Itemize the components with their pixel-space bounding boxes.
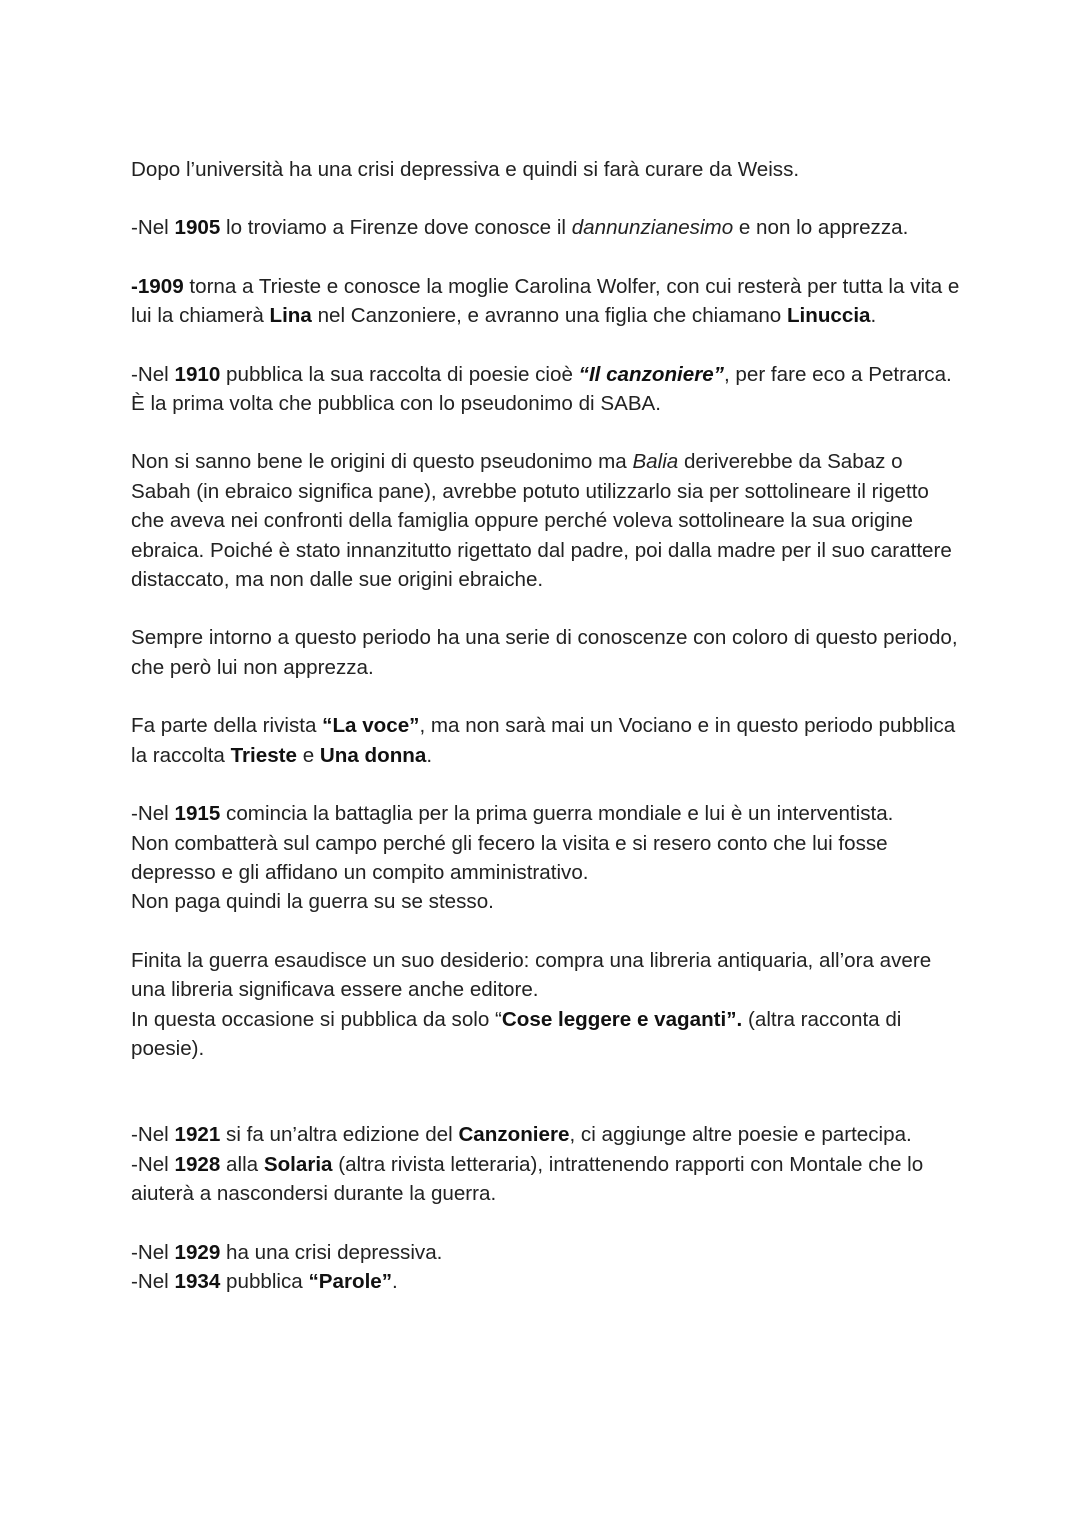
work-parole: “Parole”: [308, 1269, 393, 1293]
text-p11-e: .: [392, 1269, 398, 1293]
paragraph-university-crisis: [131, 155, 961, 184]
text-p1: Dopo l’università ha una crisi depressiva e quindi si farà curare da Weiss.: [131, 158, 800, 181]
paragraph-1909: [131, 272, 961, 331]
text-p8-a: -Nel: [131, 802, 175, 826]
year-1934: 1934: [174, 1269, 221, 1293]
work-trieste: Trieste: [230, 743, 297, 767]
text-p10-b: si fa un’altra edizione del: [220, 1123, 459, 1147]
work-cose-leggere-e-vaganti: Cose leggere e vaganti”.: [501, 1007, 743, 1031]
text-p11-a: -Nel: [131, 1240, 175, 1264]
name-lina: Lina: [269, 304, 312, 328]
text-p4-c: , per fare eco a Petrarca. È la prima volta che pubblica con lo pseudonimo di SABA.: [131, 362, 952, 416]
text-p9-b: (altra racconta di poesie).: [131, 1007, 902, 1060]
magazine-solaria: Solaria: [263, 1152, 333, 1176]
paragraph-1929-1934: [131, 1238, 961, 1297]
text-p11-b: ha una crisi depressiva.: [220, 1240, 443, 1264]
text-p2-c: e non lo apprezza.: [733, 216, 909, 240]
work-una-donna: Una donna: [319, 743, 427, 767]
magazine-la-voce: “La voce”: [322, 714, 420, 738]
year-1928: 1928: [174, 1152, 221, 1176]
paragraph-1915: [131, 799, 961, 917]
name-linuccia: Linuccia: [786, 304, 871, 328]
year-1905: 1905: [174, 216, 221, 240]
text-p8-line3: Non paga quindi la guerra su se stesso.: [131, 890, 494, 914]
text-p10-d: -Nel: [131, 1152, 175, 1176]
text-p3-a: torna a Trieste e conosce la moglie Carolina Wolfer, con cui resterà per tutta la vita e lui la chiamerà: [131, 274, 960, 328]
text-p6: Sempre intorno a questo periodo ha una serie di conoscenze con coloro di questo periodo, che però lui non apprezza.: [131, 626, 958, 679]
text-p4-b: pubblica la sua raccolta di poesie cioè: [220, 362, 579, 386]
text-p10-f: (altra rivista letteraria), intrattenendo rapporti con Montale che lo aiuterà a nascondersi durante la guerra.: [131, 1152, 924, 1206]
paragraph-1910: [131, 360, 961, 419]
text-p7-d: .: [426, 743, 433, 767]
paragraph-bookshop: [131, 946, 961, 1064]
work-canzoniere: Canzoniere: [458, 1123, 570, 1147]
paragraph-1921-1928: [131, 1120, 961, 1208]
title-il-canzoniere: “Il canzoniere”: [578, 362, 724, 386]
text-p5-a: Non si sanno bene le origini di questo pseudonimo ma: [131, 450, 633, 474]
year-1915: 1915: [174, 802, 221, 826]
paragraph-1905: [131, 213, 961, 242]
text-p2-a: -Nel: [131, 216, 175, 240]
text-p8-b: comincia la battaglia per la prima guerra mondiale e lui è un interventista.: [220, 802, 894, 826]
text-p8-line2: Non combatterà sul campo perché gli fecero la visita e si resero conto che lui fosse depresso e gli affidano un compito amministrativo.: [131, 831, 888, 884]
text-p9-line1: Finita la guerra esaudisce un suo desiderio: compra una libreria antiquaria, all’ora avere una libreria significava essere anche editore.: [131, 948, 932, 1002]
text-p7-a: Fa parte della rivista: [131, 714, 323, 738]
text-p7-c: e: [297, 743, 320, 767]
year-1929: 1929: [174, 1240, 221, 1264]
term-balia: Balia: [632, 450, 679, 474]
year-1910: 1910: [174, 362, 221, 386]
text-p10-c: , ci aggiunge altre poesie e partecipa.: [569, 1123, 912, 1147]
paragraph-la-voce: [131, 711, 961, 770]
text-p7-b: , ma non sarà mai un Vociano e in questo periodo pubblica la raccolta: [131, 714, 956, 767]
text-p5-b: deriverebbe da Sabaz o Sabah (in ebraico significa pane), avrebbe potuto utilizzarlo sia per sottolineare il rigetto che aveva nei confronti della famiglia oppure perché voleva sottolineare la sua origine ebraica. Poiché è stato innanzitutto rigettato dal padre, poi dalla madre per il suo carattere distaccato, ma non dalle sue origini ebraiche.: [131, 450, 952, 592]
text-p2-b: lo troviamo a Firenze dove conosce il: [220, 216, 572, 240]
text-p3-b: nel Canzoniere, e avranno una figlia che chiamano: [311, 304, 787, 328]
text-p9-a: In questa occasione si pubblica da solo “: [131, 1007, 502, 1031]
text-p3-c: .: [870, 304, 877, 328]
text-p11-d: pubblica: [220, 1269, 309, 1293]
text-p4-a: -Nel: [131, 362, 175, 386]
paragraph-pseudonym-origin: [131, 447, 961, 594]
text-p11-c: -Nel: [131, 1269, 175, 1293]
paragraph-acquaintances: [131, 623, 961, 682]
text-p10-e: alla: [220, 1152, 264, 1176]
document-page: [131, 155, 961, 1296]
term-dannunzianesimo: dannunzianesimo: [571, 216, 734, 240]
text-p10-a: -Nel: [131, 1123, 175, 1147]
year-1909: -1909: [131, 274, 184, 298]
year-1921: 1921: [174, 1123, 221, 1147]
